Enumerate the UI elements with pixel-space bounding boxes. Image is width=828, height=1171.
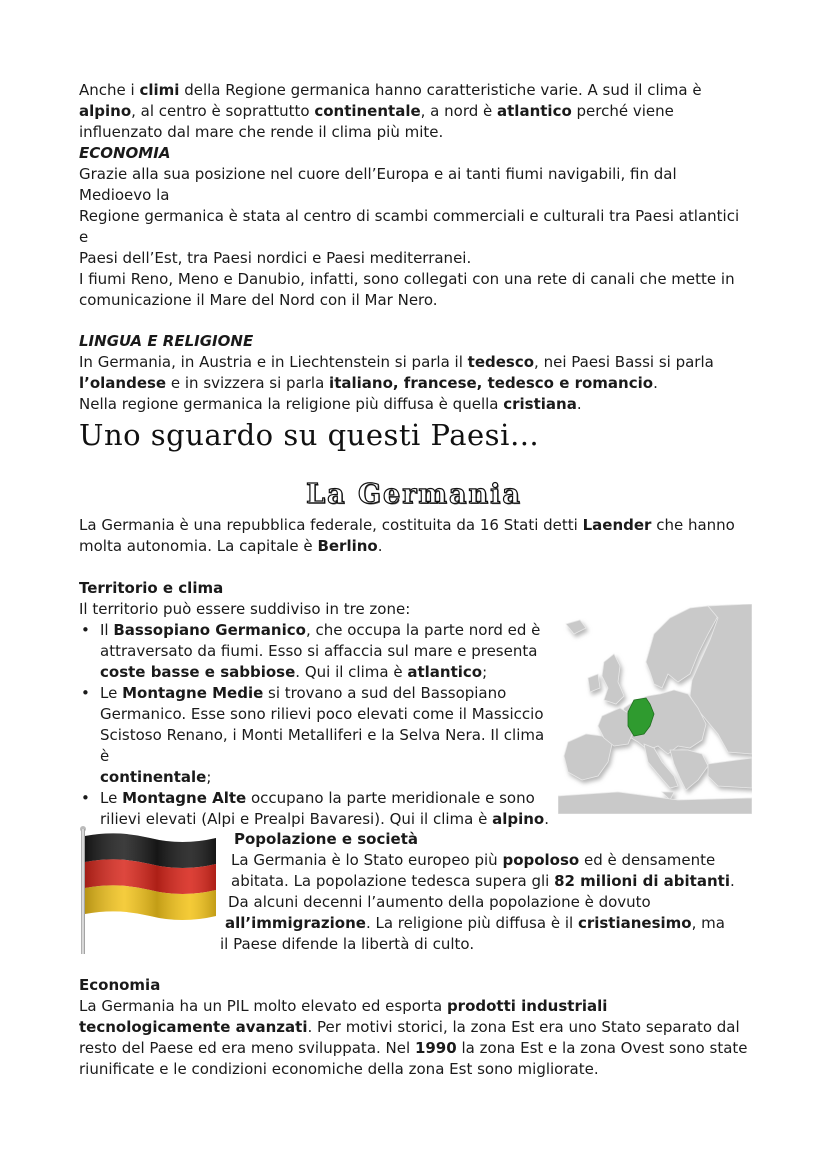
territorio-section — [79, 578, 557, 830]
territorio-intro: Il territorio può essere suddiviso in tre zone: — [79, 600, 411, 618]
popolazione-heading: Popolazione e società — [234, 830, 418, 848]
economia-germania-section: Economia La Germania ha un PIL molto elevato ed esporta prodotti industriali tecnologicamente avanzati. Per motivi storici, la zona Est era uno Stato separato dal resto del Paese ed era meno sviluppata. Nel 1990 la zona Est e la zona Ovest sono state riunificate e le condizioni economiche della zona Est sono migliorate. — [79, 976, 748, 1078]
list-item: • Le Montagne Alte occupano la parte meridionale e sono rilievi elevati (Alpi e Prealpi Bavaresi). Qui il clima è alpino. — [79, 788, 557, 830]
lingua-paragraph: In Germania, in Austria e in Liechtenstein si parla il tedesco, nei Paesi Bassi si parla l’olandese e in svizzera si parla italiano, francese, tedesco e romancio. Nella regione germanica la religione più diffusa è quella cristiana. — [79, 353, 714, 413]
climate-paragraph: Anche i climi della Regione germanica hanno caratteristiche varie. A sud il clima è alpino, al centro è soprattutto continentale, a nord è atlantico perché viene influenzato dal mare che rende il clima più mite. — [79, 81, 702, 141]
economia-heading: ECONOMIA — [79, 144, 171, 162]
economia-de-heading: Economia — [79, 976, 161, 994]
top-text — [79, 80, 751, 415]
list-item: • Le Montagne Medie si trovano a sud del Bassopiano Germanico. Esse sono rilievi poco elevati come il Massiccio Scistoso Renano, i Monti Metalliferi e la Selva Nera. Il clima è continentale; — [79, 683, 557, 788]
german-flag-icon — [78, 826, 218, 954]
germania-intro: La Germania è una repubblica federale, costituita da 16 Stati detti Laender che hanno molta autonomia. La capitale è Berlino. — [79, 516, 735, 555]
territorio-heading: Territorio e clima — [79, 579, 224, 597]
economia-paragraph: Grazie alla sua posizione nel cuore dell’Europa e ai tanti fiumi navigabili, fin dal Medioevo la Regione germanica è stata al centro di scambi commerciali e culturali tra Paesi atlantici e Paesi dell’Est, tra Paesi nordici e Paesi mediterranei. I fiumi Reno, Meno e Danubio, infatti, sono collegati con una rete di canali che mette in comunicazione il Mare del Nord con il Mar Nero. — [79, 165, 740, 309]
popolazione-section: Popolazione e società La Germania è lo Stato europeo più popoloso ed è densamente abitata. La popolazione tedesca supera gli 82 milioni di abitanti. Da alcuni decenni l’aumento della popolazione è dovuto all’immigrazione. La religione più diffusa è il cristianesimo, ma il Paese difende la libertà di culto. — [220, 830, 735, 953]
lingua-heading: LINGUA E RELIGIONE — [79, 332, 254, 350]
europe-map-icon — [558, 604, 752, 814]
section-title: Uno sguardo su questi Paesi… — [79, 418, 540, 452]
list-item: • Il Bassopiano Germanico, che occupa la parte nord ed è attraversato da fiumi. Esso si affaccia sul mare e presenta coste basse e sabbiose. Qui il clima è atlantico; — [79, 620, 557, 683]
zones-list — [79, 620, 557, 830]
germania-title: La Germania — [306, 479, 522, 510]
